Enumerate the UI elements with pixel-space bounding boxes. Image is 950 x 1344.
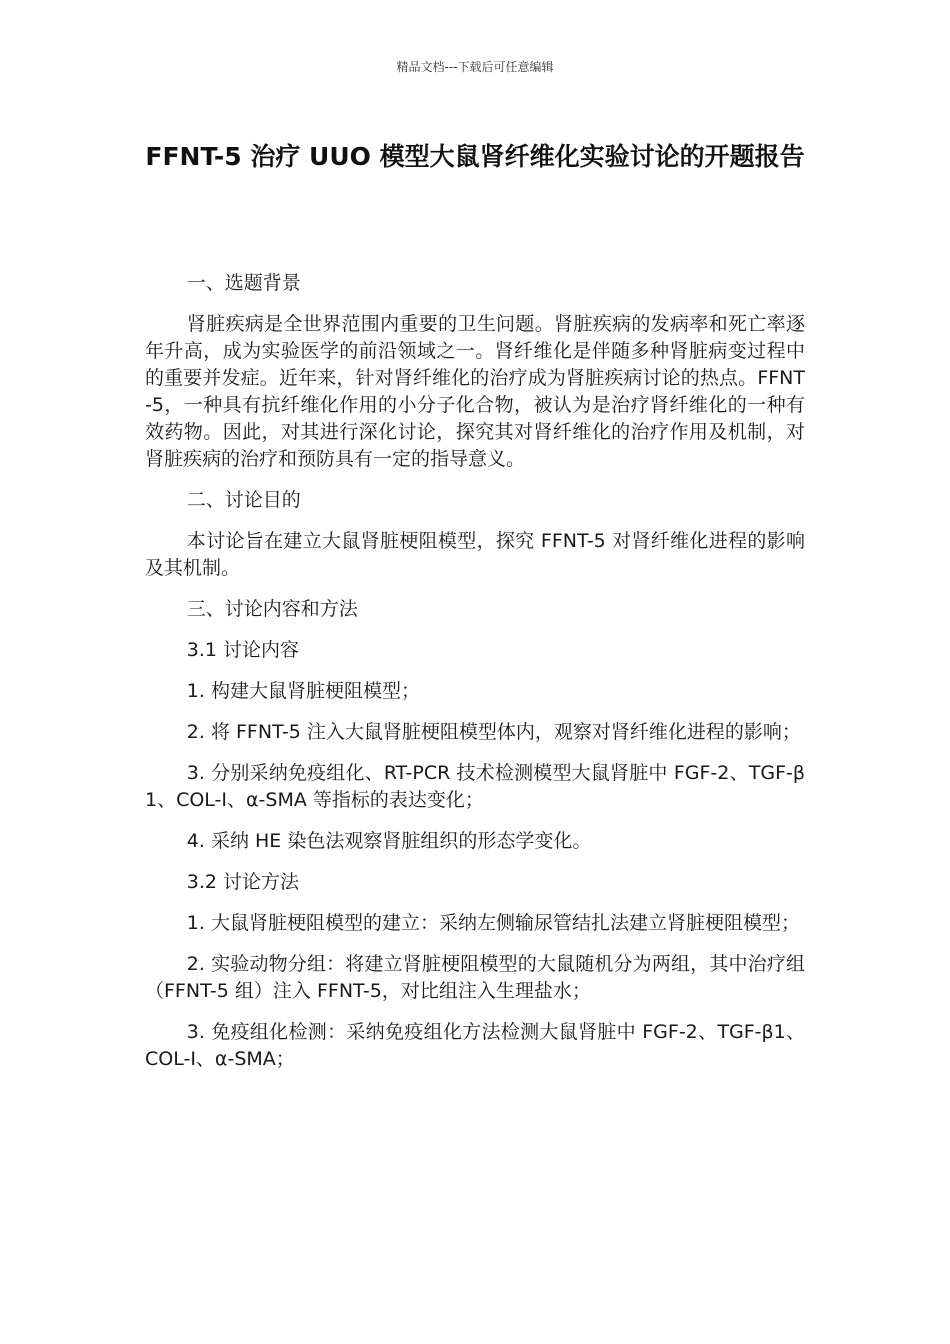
paragraph-background: 肾脏疾病是全世界范围内重要的卫生问题。肾脏疾病的发病率和死亡率逐年升高，成为实验医学的前沿领域之一。肾纤维化是伴随多种肾脏病变过程中的重要并发症。近年来，针对肾纤维化的治疗成为肾脏疾病讨论的热点。FFNT-5，一种具有抗纤维化作用的小分子化合物，被认为是治疗肾纤维化的一种有效药物。因此，对其进行深化讨论，探究其对肾纤维化的治疗作用及机制，对肾脏疾病的治疗和预防具有一定的指导意义。 — [145, 313, 805, 470]
content-item-3: 3. 分别采纳免疫组化、RT-PCR 技术检测模型大鼠肾脏中 FGF-2、TGF-β1、COL-I、α-SMA 等指标的表达变化； — [145, 762, 805, 811]
page-header-note: 精品文档---下载后可任意编辑 — [396, 60, 554, 74]
paragraph-purpose: 本讨论旨在建立大鼠肾脏梗阻模型，探究 FFNT-5 对肾纤维化进程的影响及其机制。 — [145, 530, 805, 579]
content-item-2: 2. 将 FFNT-5 注入大鼠肾脏梗阻模型体内，观察对肾纤维化进程的影响； — [186, 721, 801, 743]
section-heading-content-methods: 三、讨论内容和方法 — [186, 598, 358, 620]
method-item-2: 2. 实验动物分组：将建立肾脏梗阻模型的大鼠随机分为两组，其中治疗组（FFNT-5 组）注入 FFNT-5，对比组注入生理盐水； — [145, 953, 805, 1002]
document-body — [145, 270, 805, 1087]
method-item-3: 3. 免疫组化检测：采纳免疫组化方法检测大鼠肾脏中 FGF-2、TGF-β1、COL-I、α-SMA； — [145, 1021, 805, 1070]
subsection-heading-content: 3.1 讨论内容 — [186, 639, 300, 661]
content-item-4: 4. 采纳 HE 染色法观察肾脏组织的形态学变化。 — [186, 830, 592, 852]
section-heading-purpose: 二、讨论目的 — [186, 489, 301, 511]
method-item-1: 1. 大鼠肾脏梗阻模型的建立：采纳左侧输尿管结扎法建立肾脏梗阻模型； — [186, 912, 800, 934]
subsection-heading-methods: 3.2 讨论方法 — [186, 871, 300, 893]
document-title: FFNT-5 治疗 UUO 模型大鼠肾纤维化实验讨论的开题报告 — [145, 142, 805, 171]
section-heading-background: 一、选题背景 — [186, 272, 301, 294]
content-item-1: 1. 构建大鼠肾脏梗阻模型； — [186, 680, 420, 702]
